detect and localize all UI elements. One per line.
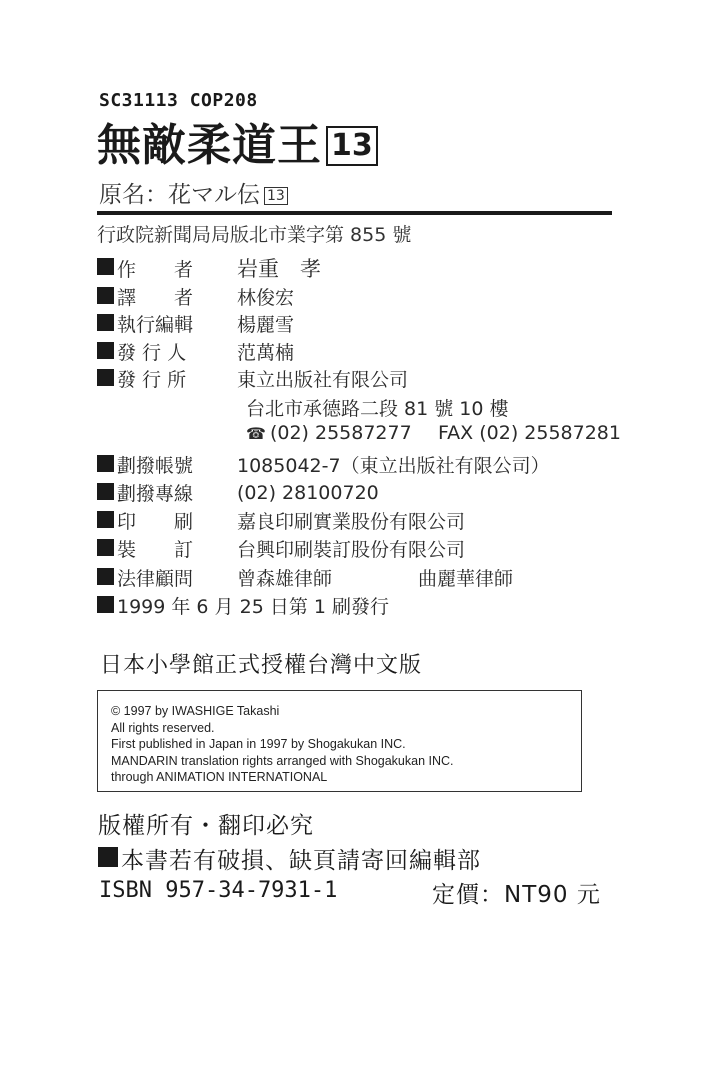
credit-value: 東立出版社有限公司 (237, 369, 409, 391)
credit-value: 曾森雄律師 (237, 568, 333, 590)
credit-postal-account (97, 451, 550, 478)
credit-author (97, 253, 321, 283)
divider-rule (97, 211, 612, 215)
black-square-icon (97, 511, 114, 528)
copyright-line: MANDARIN translation rights arranged with Shogakukan INC. (111, 753, 454, 768)
book-title: 無敵柔道王 (97, 120, 322, 171)
publisher-phone-row (246, 422, 412, 444)
rights-reserved: 版權所有・翻印必究 (98, 813, 314, 839)
black-square-icon (97, 258, 114, 275)
publication-date-row (97, 592, 389, 619)
black-square-icon (97, 539, 114, 556)
credit-label: 譯 者 (117, 287, 194, 309)
credit-label: 發 行 人 (117, 342, 187, 364)
credit-binder (97, 535, 465, 562)
credit-value: 楊麗雪 (237, 314, 295, 336)
second-lawyer: 曲麗華律師 (418, 568, 514, 590)
damage-notice-row (98, 842, 481, 875)
credit-publishing-house (97, 365, 408, 392)
registration-number: 行政院新聞局局版北市業字第 855 號 (97, 224, 412, 246)
black-square-icon (97, 568, 114, 585)
publisher-fax: FAX (02) 25587281 (438, 422, 621, 444)
publisher-address: 台北市承德路二段 81 號 10 樓 (246, 398, 509, 420)
credit-label: 執行編輯 (117, 314, 194, 336)
damage-notice: 本書若有破損、缺頁請寄回編輯部 (121, 848, 481, 874)
copyright-line: © 1997 by IWASHIGE Takashi (111, 704, 280, 718)
credit-editor (97, 310, 294, 337)
black-square-icon (97, 287, 114, 304)
license-statement: 日本小學館正式授權台灣中文版 (100, 653, 423, 678)
credit-label: 裝 訂 (117, 539, 194, 561)
original-title-row (99, 176, 288, 209)
black-square-icon (98, 847, 118, 867)
black-square-icon (97, 369, 114, 386)
original-title: 原名：花マル伝 (99, 182, 260, 208)
credit-label: 劃撥專線 (117, 483, 194, 505)
isbn: ISBN 957-34-7931-1 (99, 878, 338, 903)
copyright-box (97, 690, 582, 792)
original-volume-number: 13 (264, 187, 288, 205)
credit-value: (02) 28100720 (237, 481, 379, 504)
product-code: SC31113 COP208 (99, 90, 258, 111)
credit-label: 作 者 (117, 258, 194, 281)
credit-label: 印 刷 (117, 511, 194, 533)
copyright-line: All rights reserved. (111, 720, 215, 735)
copyright-line: through ANIMATION INTERNATIONAL (111, 770, 328, 784)
black-square-icon (97, 314, 114, 331)
publisher-phone: (02) 25587277 (269, 422, 412, 444)
publication-date: 1999 年 6 月 25 日第 1 刷發行 (117, 596, 389, 618)
credit-publisher-person (97, 338, 294, 365)
black-square-icon (97, 342, 114, 359)
credit-legal-counsel (97, 564, 332, 591)
credit-postal-line (97, 479, 379, 506)
credit-label: 發 行 所 (117, 369, 187, 391)
credit-value: 岩重 孝 (237, 257, 321, 281)
credit-printer (97, 507, 465, 534)
price: 定價：NT90 元 (432, 882, 601, 908)
credit-value: 范萬楠 (237, 342, 295, 364)
credit-label: 法律顧問 (117, 568, 194, 590)
black-square-icon (97, 596, 114, 613)
book-title-row (97, 118, 378, 174)
volume-number: 13 (326, 126, 378, 166)
credit-value: 1085042-7（東立出版社有限公司） (237, 455, 550, 477)
credit-value: 台興印刷裝訂股份有限公司 (237, 539, 466, 561)
credit-label: 劃撥帳號 (117, 455, 194, 477)
telephone-icon: ☎ (246, 424, 266, 443)
credit-value: 林俊宏 (237, 287, 295, 309)
black-square-icon (97, 483, 114, 500)
black-square-icon (97, 455, 114, 472)
copyright-line: First published in Japan in 1997 by Shogakukan INC. (111, 737, 406, 751)
credit-translator (97, 283, 294, 310)
credit-value: 嘉良印刷實業股份有限公司 (237, 511, 466, 533)
